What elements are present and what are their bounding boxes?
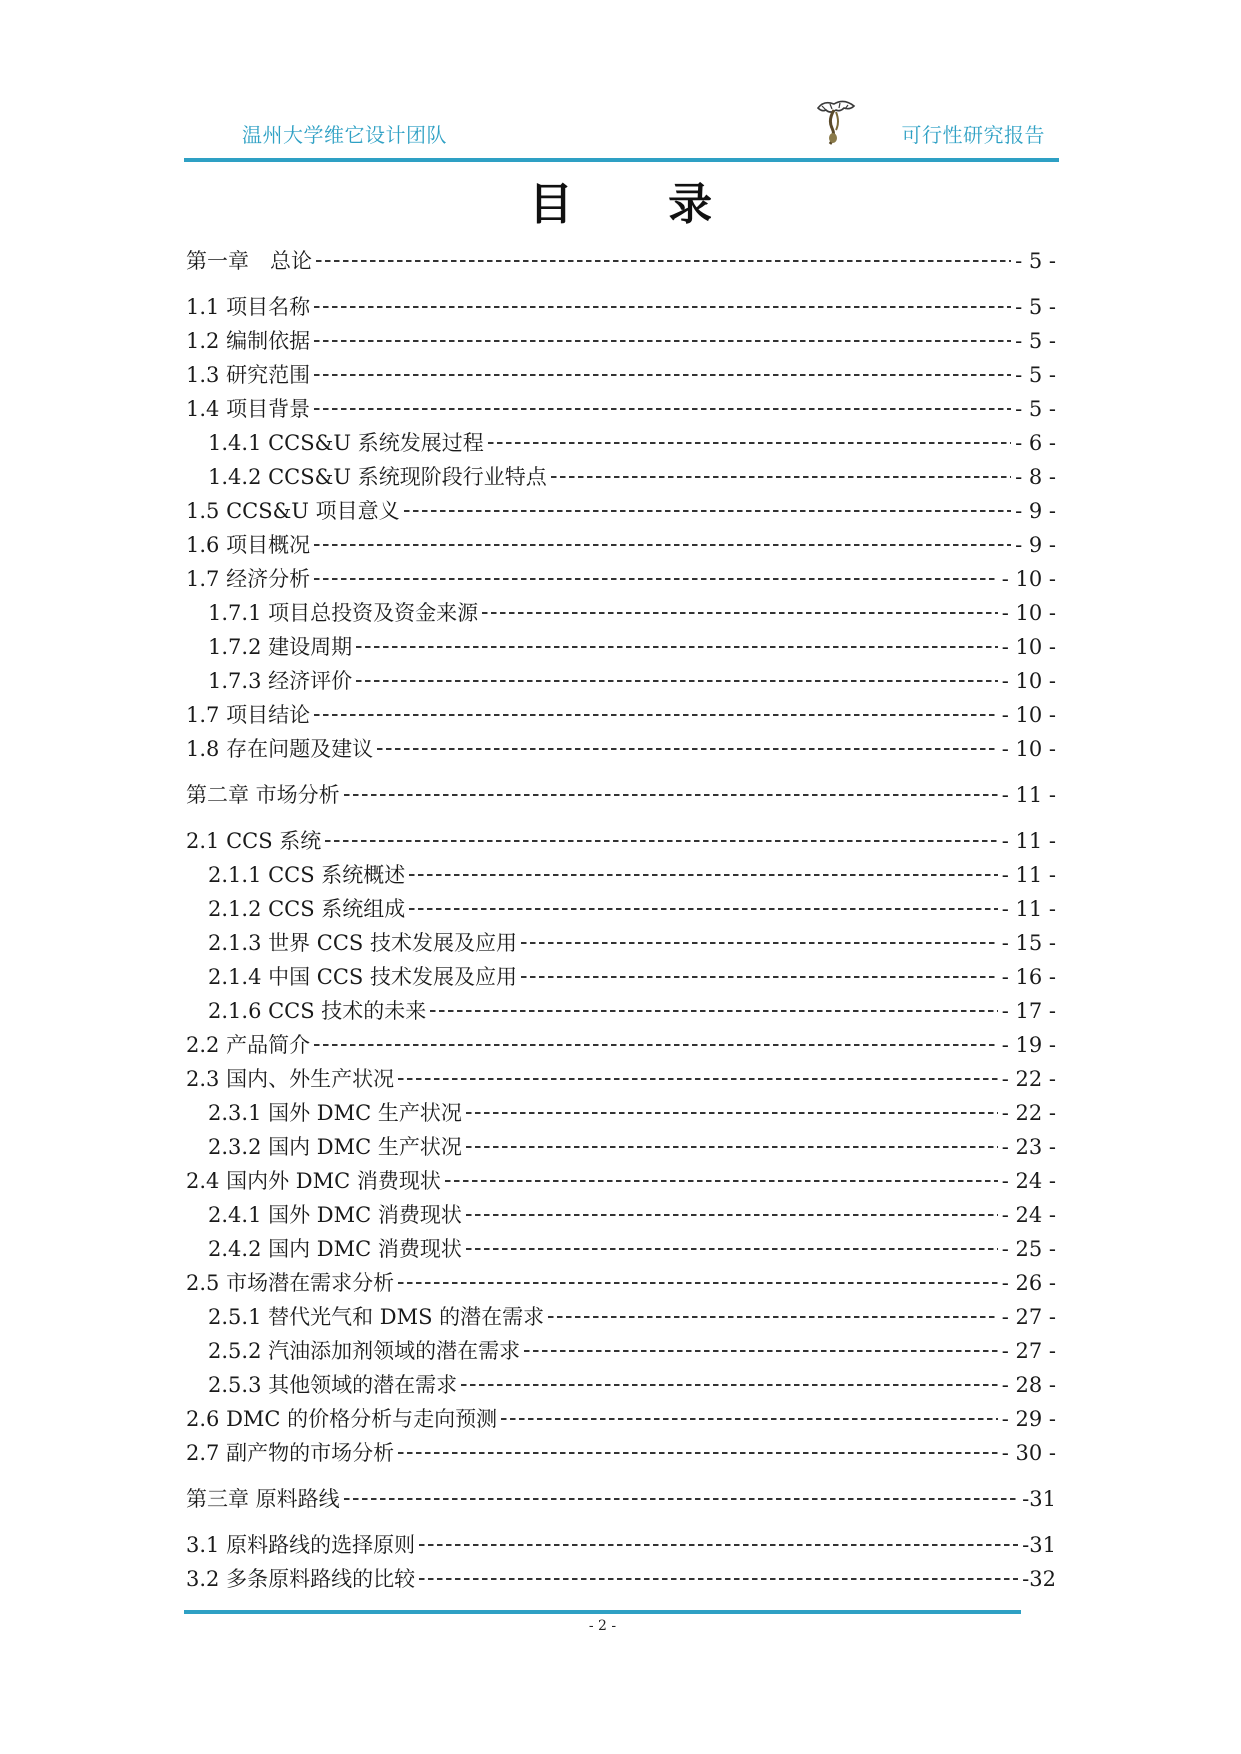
toc-dot-leader <box>314 374 1011 376</box>
toc-entry-label: 1.5 CCS&U 项目意义 <box>186 499 400 523</box>
toc-entry-page: - 9 - <box>1015 499 1056 523</box>
toc-entry-label: 1.8 存在问题及建议 <box>186 737 374 761</box>
toc-entry-label: 2.5.3 其他领域的潜在需求 <box>208 1373 458 1397</box>
toc-entry[interactable] <box>186 1334 1056 1368</box>
toc-entry[interactable] <box>186 1266 1056 1300</box>
toc-dot-leader <box>466 1214 998 1216</box>
page-title: 目 录 <box>528 179 753 230</box>
toc-entry[interactable] <box>186 460 1056 494</box>
toc-entry-page: - 30 - <box>1001 1441 1056 1465</box>
toc-entry[interactable] <box>186 358 1056 392</box>
toc-entry[interactable] <box>186 596 1056 630</box>
toc-dot-leader <box>461 1384 998 1386</box>
toc-entry[interactable] <box>186 1300 1056 1334</box>
toc-entry-page: - 10 - <box>1001 635 1056 659</box>
toc-entry[interactable] <box>186 994 1056 1028</box>
toc-entry-page: - 10 - <box>1001 601 1056 625</box>
toc-entry[interactable] <box>186 324 1056 358</box>
toc-entry-page: - 25 - <box>1001 1237 1056 1261</box>
toc-entry-label: 2.4.1 国外 DMC 消费现状 <box>208 1203 462 1227</box>
toc-entry-page: - 10 - <box>1001 703 1056 727</box>
toc-entry[interactable] <box>186 1198 1056 1232</box>
toc-entry-label: 2.1.6 CCS 技术的未来 <box>208 999 427 1023</box>
toc-dot-leader <box>466 1248 998 1250</box>
toc-dot-leader <box>548 1316 998 1318</box>
toc-entry-page: - 5 - <box>1015 363 1056 387</box>
toc-entry-page: - 5 - <box>1015 329 1056 353</box>
toc-entry-label: 1.4.2 CCS&U 系统现阶段行业特点 <box>208 465 547 489</box>
toc-entry[interactable] <box>186 1368 1056 1402</box>
toc-entry[interactable] <box>186 1130 1056 1164</box>
toc-dot-leader <box>314 408 1011 410</box>
toc-entry-page: - 11 - <box>1001 783 1056 807</box>
toc-entry-page: - 28 - <box>1001 1373 1056 1397</box>
toc-entry-label: 2.1.4 中国 CCS 技术发展及应用 <box>208 965 517 989</box>
toc-entry-label: 第一章 总论 <box>186 249 312 273</box>
toc-entry[interactable] <box>186 1402 1056 1436</box>
toc-entry[interactable] <box>186 664 1056 698</box>
toc-entry[interactable] <box>186 528 1056 562</box>
toc-entry[interactable] <box>186 698 1056 732</box>
header-report-type: 可行性研究报告 <box>901 123 1045 147</box>
toc-entry-page: - 10 - <box>1001 737 1056 761</box>
footer-page-number: - 2 - <box>588 1618 617 1634</box>
toc-entry-label: 1.3 研究范围 <box>186 363 311 387</box>
table-of-contents <box>186 244 1056 1596</box>
toc-entry-page: - 23 - <box>1001 1135 1056 1159</box>
toc-entry-label: 第二章 市场分析 <box>186 783 340 807</box>
toc-entry-page: - 24 - <box>1001 1169 1056 1193</box>
toc-entry[interactable] <box>186 892 1056 926</box>
toc-entry-label: 2.1.2 CCS 系统组成 <box>208 897 406 921</box>
toc-entry-label: 1.4.1 CCS&U 系统发展过程 <box>208 431 484 455</box>
toc-entry-label: 3.1 原料路线的选择原则 <box>186 1533 416 1557</box>
toc-entry-page: - 6 - <box>1015 431 1056 455</box>
toc-dot-leader <box>551 476 1011 478</box>
toc-dot-leader <box>419 1544 1018 1546</box>
toc-entry[interactable] <box>186 426 1056 460</box>
toc-entry-page: - 11 - <box>1001 829 1056 853</box>
toc-entry-label: 2.5.2 汽油添加剂领域的潜在需求 <box>208 1339 521 1363</box>
toc-dot-leader <box>314 544 1011 546</box>
toc-entry-page: - 10 - <box>1001 567 1056 591</box>
toc-entry[interactable] <box>186 1096 1056 1130</box>
toc-entry-label: 第三章 原料路线 <box>186 1487 340 1511</box>
toc-entry-label: 2.3.1 国外 DMC 生产状况 <box>208 1101 462 1125</box>
toc-entry-page: - 19 - <box>1001 1033 1056 1057</box>
toc-dot-leader <box>356 646 998 648</box>
toc-entry-label: 1.6 项目概况 <box>186 533 311 557</box>
toc-entry[interactable] <box>186 1164 1056 1198</box>
header-team-name: 温州大学维它设计团队 <box>242 123 447 147</box>
toc-dot-leader <box>314 306 1011 308</box>
toc-dot-leader <box>521 942 998 944</box>
toc-entry[interactable] <box>186 290 1056 324</box>
toc-dot-leader <box>344 794 998 796</box>
toc-entry-page: - 27 - <box>1001 1339 1056 1363</box>
toc-entry[interactable] <box>186 732 1056 766</box>
toc-entry-page: -31 <box>1022 1533 1056 1557</box>
toc-dot-leader <box>409 874 997 876</box>
toc-entry-page: -31 <box>1022 1487 1056 1511</box>
toc-dot-leader <box>445 1180 998 1182</box>
toc-entry-label: 1.1 项目名称 <box>186 295 311 319</box>
toc-entry-page: - 16 - <box>1001 965 1056 989</box>
toc-entry-label: 2.4.2 国内 DMC 消费现状 <box>208 1237 462 1261</box>
toc-entry[interactable] <box>186 960 1056 994</box>
toc-entry-label: 1.7.3 经济评价 <box>208 669 353 693</box>
toc-entry[interactable] <box>186 926 1056 960</box>
toc-entry-page: -32 <box>1022 1567 1056 1591</box>
toc-dot-leader <box>314 340 1011 342</box>
team-logo-icon <box>814 98 858 146</box>
toc-entry-page: - 15 - <box>1001 931 1056 955</box>
toc-dot-leader <box>466 1112 998 1114</box>
toc-entry-label: 2.1.1 CCS 系统概述 <box>208 863 406 887</box>
toc-entry[interactable] <box>186 1562 1056 1596</box>
toc-entry[interactable] <box>186 1436 1056 1470</box>
toc-entry[interactable] <box>186 858 1056 892</box>
page-header <box>184 92 1059 158</box>
toc-entry-label: 2.5 市场潜在需求分析 <box>186 1271 395 1295</box>
toc-dot-leader <box>398 1078 998 1080</box>
toc-entry[interactable] <box>186 1028 1056 1062</box>
toc-entry-page: - 24 - <box>1001 1203 1056 1227</box>
toc-entry-label: 3.2 多条原料路线的比较 <box>186 1567 416 1591</box>
toc-dot-leader <box>377 748 998 750</box>
toc-entry-page: - 9 - <box>1015 533 1056 557</box>
toc-entry-label: 2.3.2 国内 DMC 生产状况 <box>208 1135 462 1159</box>
toc-dot-leader <box>314 578 998 580</box>
toc-entry-page: - 22 - <box>1001 1101 1056 1125</box>
toc-dot-leader <box>314 1044 998 1046</box>
toc-dot-leader <box>419 1578 1018 1580</box>
toc-dot-leader <box>398 1282 998 1284</box>
toc-entry-label: 2.3 国内、外生产状况 <box>186 1067 395 1091</box>
toc-entry-page: - 11 - <box>1001 863 1056 887</box>
toc-dot-leader <box>316 260 1011 262</box>
toc-entry-page: - 27 - <box>1001 1305 1056 1329</box>
toc-dot-leader <box>521 976 998 978</box>
toc-dot-leader <box>344 1498 1018 1500</box>
toc-entry[interactable] <box>186 1062 1056 1096</box>
toc-chapter-entry[interactable] <box>186 244 1056 290</box>
toc-dot-leader <box>488 442 1011 444</box>
toc-chapter-entry[interactable] <box>186 1482 1056 1528</box>
toc-dot-leader <box>466 1146 998 1148</box>
toc-dot-leader <box>356 680 998 682</box>
toc-entry-page: - 10 - <box>1001 669 1056 693</box>
toc-entry-page: - 5 - <box>1015 397 1056 421</box>
toc-entry-page: - 5 - <box>1015 295 1056 319</box>
toc-entry[interactable] <box>186 630 1056 664</box>
toc-dot-leader <box>482 612 998 614</box>
toc-dot-leader <box>398 1452 998 1454</box>
toc-entry-page: - 11 - <box>1001 897 1056 921</box>
toc-dot-leader <box>430 1010 997 1012</box>
toc-dot-leader <box>524 1350 998 1352</box>
toc-entry-page: - 8 - <box>1015 465 1056 489</box>
toc-entry-page: - 29 - <box>1001 1407 1056 1431</box>
toc-entry[interactable] <box>186 1528 1056 1562</box>
toc-entry[interactable] <box>186 1232 1056 1266</box>
toc-entry-page: - 26 - <box>1001 1271 1056 1295</box>
toc-entry-label: 2.1.3 世界 CCS 技术发展及应用 <box>208 931 517 955</box>
toc-entry-label: 2.2 产品简介 <box>186 1033 311 1057</box>
toc-dot-leader <box>314 714 998 716</box>
toc-dot-leader <box>501 1418 998 1420</box>
toc-entry-label: 1.7.2 建设周期 <box>208 635 353 659</box>
header-divider <box>184 158 1059 162</box>
toc-entry-label: 2.1 CCS 系统 <box>186 829 322 853</box>
toc-entry[interactable] <box>186 494 1056 528</box>
toc-entry-label: 1.7.1 项目总投资及资金来源 <box>208 601 479 625</box>
toc-entry-label: 1.4 项目背景 <box>186 397 311 421</box>
toc-entry-page: - 5 - <box>1015 249 1056 273</box>
toc-dot-leader <box>404 510 1011 512</box>
toc-entry[interactable] <box>186 562 1056 596</box>
toc-entry-label: 1.2 编制依据 <box>186 329 311 353</box>
toc-entry-label: 2.7 副产物的市场分析 <box>186 1441 395 1465</box>
toc-entry-page: - 22 - <box>1001 1067 1056 1091</box>
toc-entry-label: 1.7 项目结论 <box>186 703 311 727</box>
toc-entry-label: 1.7 经济分析 <box>186 567 311 591</box>
toc-entry[interactable] <box>186 824 1056 858</box>
footer-divider <box>184 1610 1021 1614</box>
toc-entry-label: 2.5.1 替代光气和 DMS 的潜在需求 <box>208 1305 545 1329</box>
toc-chapter-entry[interactable] <box>186 778 1056 824</box>
toc-entry[interactable] <box>186 392 1056 426</box>
toc-dot-leader <box>325 840 997 842</box>
toc-entry-label: 2.4 国内外 DMC 消费现状 <box>186 1169 441 1193</box>
toc-dot-leader <box>409 908 997 910</box>
toc-entry-page: - 17 - <box>1001 999 1056 1023</box>
toc-entry-label: 2.6 DMC 的价格分析与走向预测 <box>186 1407 498 1431</box>
